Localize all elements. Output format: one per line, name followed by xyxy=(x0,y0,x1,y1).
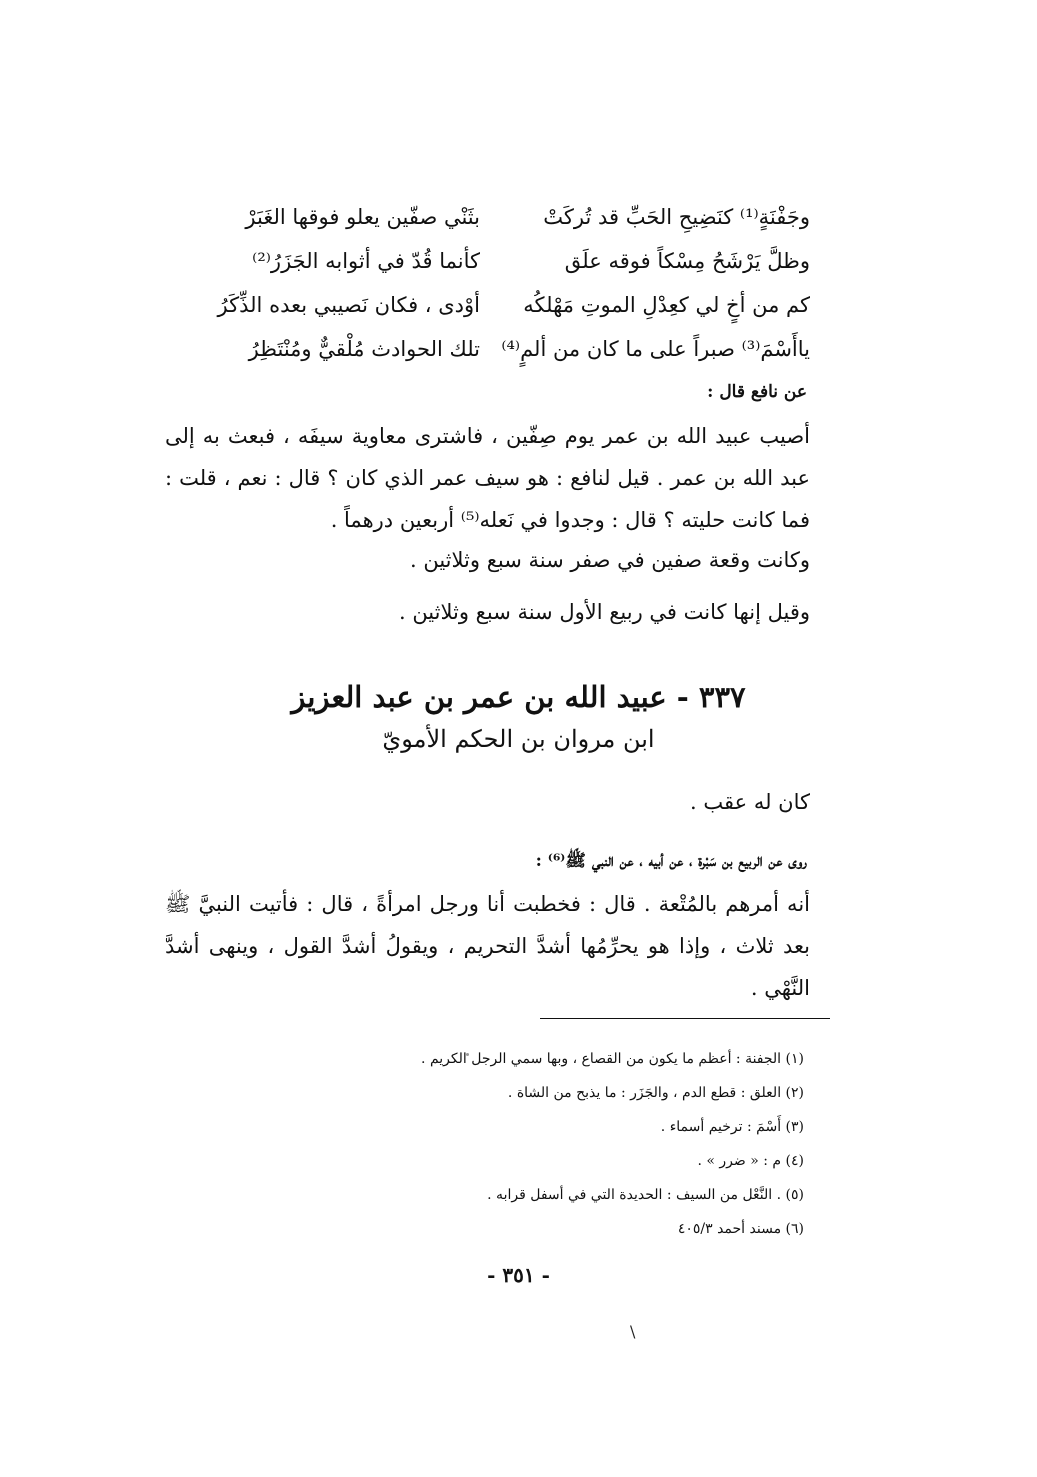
footnote: (٦) مسند أحمد ٤٠٥/٣ xyxy=(677,1221,804,1237)
footnote-separator xyxy=(540,1018,830,1019)
poem-block xyxy=(180,195,810,371)
isnad-label: روى عن الربيع بن سَبْرة ، عن أبيه ، عن النبي ﷺ⁽⁶⁾ : xyxy=(535,851,807,871)
page-number: - ٣٥١ - xyxy=(487,1263,550,1287)
footnote: (٣) أَسْمَ : ترخيم أسماء . xyxy=(660,1119,804,1135)
footnote: (٤) م : « ضرر » . xyxy=(697,1153,804,1169)
footnotes xyxy=(284,1042,804,1246)
entry-title: ٣٣٧ - عبيد الله بن عمر بن عبد العزيز xyxy=(291,680,746,714)
battle-date-line: وكانت وقعة صفين في صفر سنة سبع وثلاثين . xyxy=(410,548,810,572)
entry-note-line: كان له عقب . xyxy=(690,790,810,814)
footnote: (٢) العلق : قطع الدم ، والجَزَر : ما يذبح من الشاة . xyxy=(507,1085,804,1101)
footnote: (١) الجفنة : أعظم ما يكون من القصاع ، وبها سمي الرجل الكريم . xyxy=(421,1051,804,1067)
narrator-label: عن نافع قال : xyxy=(707,382,807,402)
verse-first-hemistich: وظلَّ يَرْشَحُ مِسْكاً فوقه علَق xyxy=(564,249,810,273)
stray-mark: \ xyxy=(630,1322,636,1341)
verse-first-hemistich: وجَفْنَةٍ⁽¹⁾ كنَضِيحِ الحَبِّ قد تُركَتْ xyxy=(543,205,810,229)
poem-verse xyxy=(180,327,810,371)
entry-subtitle: ابن مروان بن الحكم الأمويّ xyxy=(382,725,655,753)
verse-second-hemistich: أوْدى ، فكان نَصيبي بعده الذِّكَرُ xyxy=(217,293,480,317)
hadith-paragraph: أنه أمرهم بالمُتْعة . قال : فخطبت أنا ورجل امرأةً ، قال : فأتيت النبيَّ ﷺ بعد ثلاث ، وإذا هو يحرِّمُها أشدَّ التحريم ، ويقولُ أشدَّ القول ، وينهى أشدَّ النَّهْي . xyxy=(165,892,810,1000)
footnote: (٥) . النَّعْل من السيف : الحديدة التي في أسفل قرابه . xyxy=(487,1187,804,1203)
battle-date-alt-line: وقيل إنها كانت في ربيع الأول سنة سبع وثلاثين . xyxy=(398,600,810,624)
verse-second-hemistich: بثَنْي صفّين يعلو فوقها الغَبَرْ xyxy=(245,205,480,229)
poem-verse xyxy=(180,283,810,327)
poem-verse xyxy=(180,239,810,283)
verse-second-hemistich: تلك الحوادث مُلْقيٌّ ومُنْتَظِرُ xyxy=(248,337,480,361)
verse-first-hemistich: كم من أخٍ لي كعِدْلِ الموتِ مَهْلكُه xyxy=(523,293,810,317)
poem-verse xyxy=(180,195,810,239)
verse-first-hemistich: ياأَسْمَ⁽³⁾ صبراً على ما كان من ألمٍ⁽⁴⁾ xyxy=(501,337,810,361)
narration-paragraph: أصيب عبيد الله بن عمر يوم صِفّين ، فاشترى معاوية سيفَه ، فبعث به إلى عبد الله بن عمر . قيل لنافع : هو سيف عمر الذي كان ؟ قال : نعم ، قلت : فما كانت حليته ؟ قال : وجدوا في نَعله⁽⁵⁾ أربعين درهماً . xyxy=(165,424,810,532)
verse-second-hemistich: كأنما قُدّ في أثوابه الجَزَرُ⁽²⁾ xyxy=(252,249,480,273)
